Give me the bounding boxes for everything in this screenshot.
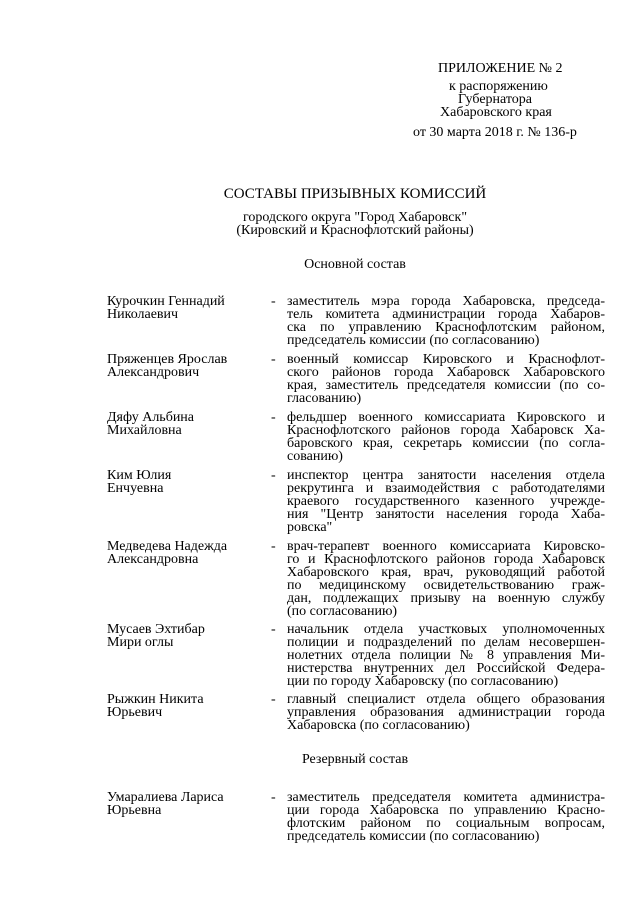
header-line-2: Губернатора bbox=[458, 92, 533, 107]
member-name: Ким Юлия bbox=[107, 468, 172, 483]
header-line-3: Хабаровского края bbox=[440, 105, 552, 120]
section-heading-main: Основной состав bbox=[304, 257, 406, 272]
member-role-line: врач-терапевт военного комиссариата Кировско- bbox=[287, 539, 605, 554]
member-role-line: фельдшер военного комиссариата Кировского и bbox=[287, 410, 605, 425]
member-role-line: председатель комиссии (по согласованию) bbox=[287, 829, 540, 844]
member-role-line: (по согласованию) bbox=[287, 604, 398, 619]
dash: - bbox=[271, 692, 276, 707]
member-role-line: ции города Хабаровска по управлению Красно- bbox=[287, 803, 605, 818]
dash: - bbox=[271, 790, 276, 805]
member-role-line: гласованию) bbox=[287, 391, 362, 406]
member-name: Николаевич bbox=[107, 307, 179, 322]
member-name: Курочкин Геннадий bbox=[107, 294, 225, 309]
member-name: Александровна bbox=[107, 552, 199, 567]
member-role-line: нистерства внутренних дел Российской Федера- bbox=[287, 661, 605, 676]
member-name: Рыжкин Никита bbox=[107, 692, 204, 707]
appendix-label: ПРИЛОЖЕНИЕ № 2 bbox=[438, 61, 563, 76]
member-role-line: ского районов города Хабаровск Хабаровского bbox=[287, 365, 605, 380]
header-line-1: к распоряжению bbox=[449, 79, 548, 94]
member-role-line: по медицинскому освидетельствованию граж- bbox=[287, 578, 605, 593]
member-name: Мири оглы bbox=[107, 635, 174, 650]
section-heading-reserve: Резервный состав bbox=[301, 752, 409, 767]
member-role-line: края, заместитель председателя комиссии (по со- bbox=[287, 378, 605, 393]
dash: - bbox=[271, 468, 276, 483]
member-name: Александрович bbox=[107, 365, 200, 380]
dash: - bbox=[271, 539, 276, 554]
member-role-line: Хабаровского края, врач, руководящий работой bbox=[287, 565, 605, 580]
dash: - bbox=[271, 622, 276, 637]
dash: - bbox=[271, 352, 276, 367]
doc-subtitle-2: (Кировский и Краснофлотский районы) bbox=[236, 223, 474, 238]
member-role-line: заместитель мэра города Хабаровска, председа- bbox=[287, 294, 605, 309]
member-role-line: Краснофлотского районов города Хабаровск Ха- bbox=[287, 423, 605, 438]
member-role-line: ции по городу Хабаровску (по согласованию) bbox=[287, 674, 559, 689]
member-name: Дяфу Альбина bbox=[107, 410, 195, 425]
member-role-line: тель комитета администрации города Хабаров- bbox=[287, 307, 605, 322]
member-role-line: полиции и подразделений по делам несовершен- bbox=[287, 635, 605, 650]
member-name: Михайловна bbox=[107, 423, 182, 438]
member-name: Медведева Надежда bbox=[107, 539, 228, 554]
member-name: Умаралиева Лариса bbox=[107, 790, 224, 805]
doc-subtitle-1: городского округа "Город Хабаровск" bbox=[242, 210, 468, 225]
dash: - bbox=[271, 410, 276, 425]
member-name: Юрьевич bbox=[107, 705, 163, 720]
member-role-line: главный специалист отдела общего образования bbox=[287, 692, 605, 707]
member-role-line: Хабаровска (по согласованию) bbox=[287, 718, 470, 733]
member-role-line: ровска" bbox=[287, 520, 333, 535]
member-role-line: рекрутинга и взаимодействия с работодателями bbox=[287, 481, 605, 496]
member-role-line: управления образования администрации города bbox=[287, 705, 605, 720]
member-role-line: краевого государственного казенного учрежде- bbox=[287, 494, 605, 509]
doc-title: СОСТАВЫ ПРИЗЫВНЫХ КОМИССИЙ bbox=[223, 186, 487, 202]
header-line-4: от 30 марта 2018 г. № 136-р bbox=[413, 125, 577, 140]
member-role-line: заместитель председателя комитета администра- bbox=[287, 790, 605, 805]
member-role-line: баровского края, секретарь комиссии (по согла- bbox=[287, 436, 605, 451]
member-role-line: начальник отдела участковых уполномоченных bbox=[287, 622, 605, 637]
member-role-line: нолетних отдела полиции № 8 управления Ми- bbox=[287, 648, 605, 663]
member-role-line: ска по управлению Краснофлотским районом, bbox=[287, 320, 605, 335]
member-role-line: председатель комиссии (по согласованию) bbox=[287, 333, 540, 348]
member-role-line: военный комиссар Кировского и Краснофлот- bbox=[287, 352, 605, 367]
member-name: Пряженцев Ярослав bbox=[107, 352, 228, 367]
member-role-line: дан, подлежащих призыву на военную службу bbox=[287, 591, 605, 606]
member-role-line: сованию) bbox=[287, 449, 343, 464]
member-name: Мусаев Эхтибар bbox=[107, 622, 205, 637]
member-name: Юрьевна bbox=[107, 803, 162, 818]
member-role-line: ния "Центр занятости населения города Хаба- bbox=[287, 507, 605, 522]
dash: - bbox=[271, 294, 276, 309]
member-role-line: инспектор центра занятости населения отдела bbox=[287, 468, 605, 483]
member-name: Енчуевна bbox=[107, 481, 164, 496]
member-role-line: флотским районом по социальным вопросам, bbox=[287, 816, 605, 831]
member-role-line: го и Краснофлотского районов города Хабаровск bbox=[287, 552, 605, 567]
